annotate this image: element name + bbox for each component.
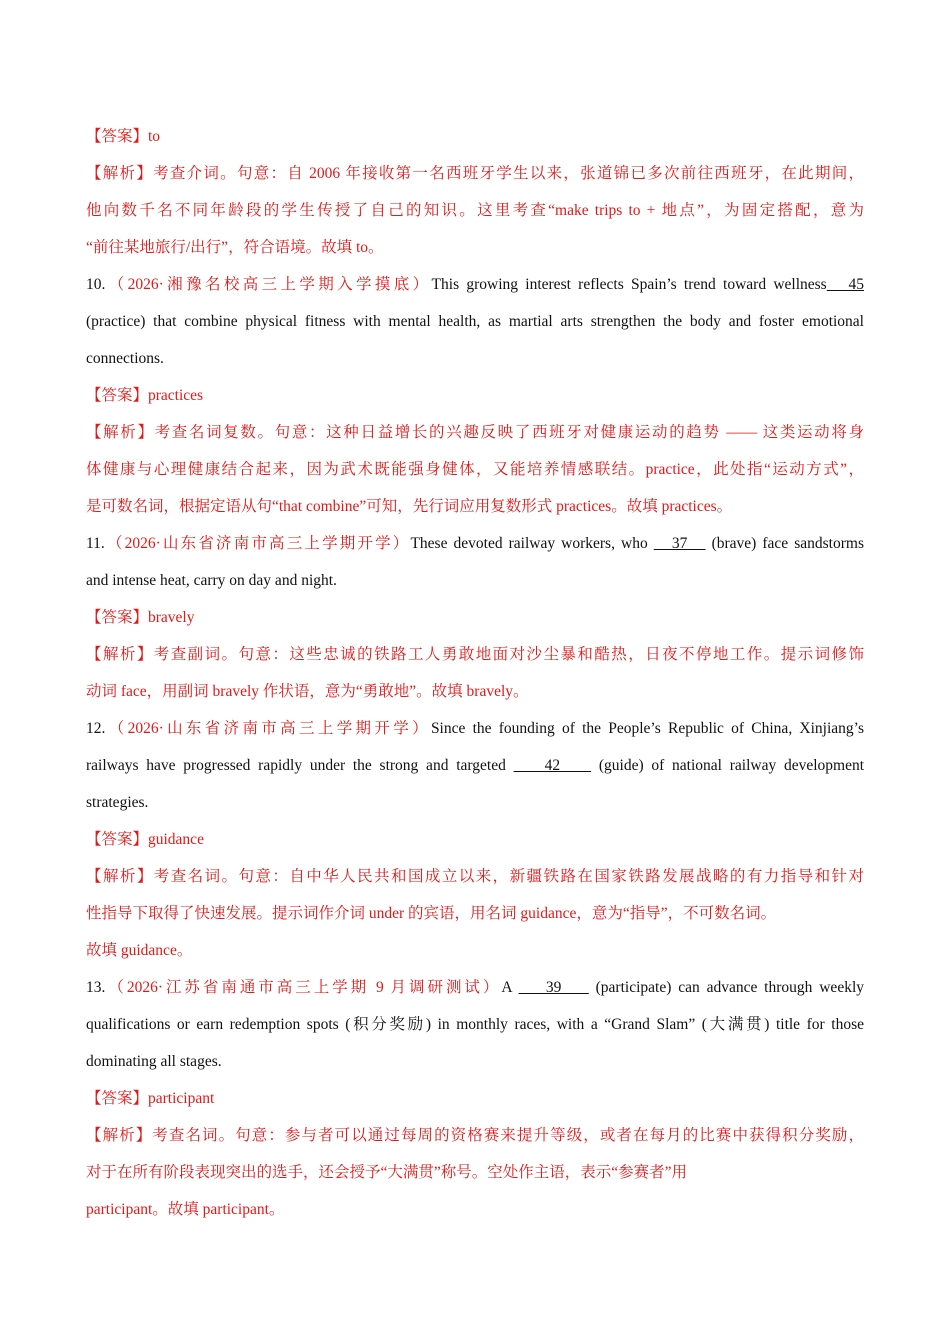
question-line: dominating all stages. [86, 1053, 222, 1070]
question-line [86, 710, 864, 747]
question-number: 12. [86, 720, 106, 737]
analysis-line: 【解析】考查名词。句意：参与者可以通过每周的资格赛来提升等级，或者在每月的比赛中获得积分奖励， [86, 1127, 864, 1144]
analysis-line: 对于在所有阶段表现突出的选手，还会授予“大满贯”称号。空处作主语，表示“参赛者”用 [86, 1164, 688, 1181]
analysis-line: 故填 guidance。 [86, 942, 193, 959]
question-text: (guide) of national railway development [591, 757, 864, 774]
answer-line: 【答案】to [86, 128, 161, 145]
question-text: These devoted railway workers, who [410, 535, 654, 552]
analysis-line: 性指导下取得了快速发展。提示词作介词 under 的宾语，用名词 guidance，意为“指导”，不可数名词。 [86, 905, 777, 922]
answer-blank: 39 [518, 979, 589, 996]
question-line [86, 747, 864, 784]
question-12 [86, 710, 864, 969]
question-source: （2026·山东省济南市高三上学期开学） [105, 720, 431, 737]
question-13 [86, 969, 864, 1228]
answer-blank: 45 [826, 276, 864, 293]
question-10 [86, 266, 864, 525]
question-line: qualifications or earn redemption spots (积分奖励) in monthly races, with a “Grand Slam” (大满贯) title for those [86, 1016, 864, 1033]
question-source: （2026·山东省济南市高三上学期开学） [104, 535, 411, 552]
question-line: connections. [86, 350, 164, 367]
analysis-line: 【解析】考查介词。句意：自 2006 年接收第一名西班牙学生以来，张道锦已多次前往西班牙，在此期间， [86, 165, 864, 182]
question-text: This growing interest reflects Spain’s trend toward wellness [431, 276, 827, 293]
analysis-line: 他向数千名不同年龄段的学生传授了自己的知识。这里考查“make trips to + 地点”，为固定搭配，意为 [86, 202, 864, 219]
analysis-line: 是可数名词，根据定语从句“that combine”可知，先行词应用复数形式 practices。故填 practices。 [86, 498, 733, 515]
answer-line: 【答案】practices [86, 387, 204, 404]
question-line: strategies. [86, 794, 149, 811]
answer-blank: 42 [513, 757, 592, 774]
question-line: and intense heat, carry on day and night. [86, 572, 337, 589]
document-page [86, 118, 864, 1228]
question-number: 11. [86, 535, 105, 552]
question-source: （2026·江苏省南通市高三上学期 9 月调研测试） [105, 979, 502, 996]
question-number: 10. [86, 276, 106, 293]
question-11 [86, 525, 864, 710]
analysis-line: 【解析】考查名词。句意：自中华人民共和国成立以来，新疆铁路在国家铁路发展战略的有力指导和针对 [86, 868, 864, 885]
analysis-line: 体健康与心理健康结合起来，因为武术既能强身健体，又能培养情感联结。practice，此处指“运动方式”， [86, 461, 864, 478]
question-text: A [501, 979, 519, 996]
question-number: 13. [86, 979, 106, 996]
question-line [86, 969, 864, 1006]
question-line: (practice) that combine physical fitness with mental health, as martial arts strengthen the body and foster emotional [86, 313, 864, 330]
question-text: Since the founding of the People’s Republic of China, Xinjiang’s [430, 720, 864, 737]
answer-blank: 37 [653, 535, 706, 552]
analysis-line: 动词 face，用副词 bravely 作状语，意为“勇敢地”。故填 bravely。 [86, 683, 529, 700]
question-source: （2026·湘豫名校高三上学期入学摸底） [105, 276, 432, 293]
answer-line: 【答案】guidance [86, 831, 204, 848]
analysis-line: participant。故填 participant。 [86, 1201, 285, 1218]
answer-block-9 [86, 118, 864, 266]
question-line [86, 266, 864, 303]
question-text: railways have progressed rapidly under the strong and targeted [86, 757, 514, 774]
question-text: (participate) can advance through weekly [588, 979, 864, 996]
analysis-line: 【解析】考查副词。句意：这些忠诚的铁路工人勇敢地面对沙尘暴和酷热，日夜不停地工作。提示词修饰 [86, 646, 864, 663]
analysis-line: 【解析】考查名词复数。句意：这种日益增长的兴趣反映了西班牙对健康运动的趋势 —— 这类运动将身 [86, 424, 864, 441]
answer-line: 【答案】bravely [86, 609, 195, 626]
answer-line: 【答案】participant [86, 1090, 215, 1107]
question-text: (brave) face sandstorms [705, 535, 864, 552]
analysis-line: “前往某地旅行/出行”，符合语境。故填 to。 [86, 239, 384, 256]
question-line [86, 525, 864, 562]
